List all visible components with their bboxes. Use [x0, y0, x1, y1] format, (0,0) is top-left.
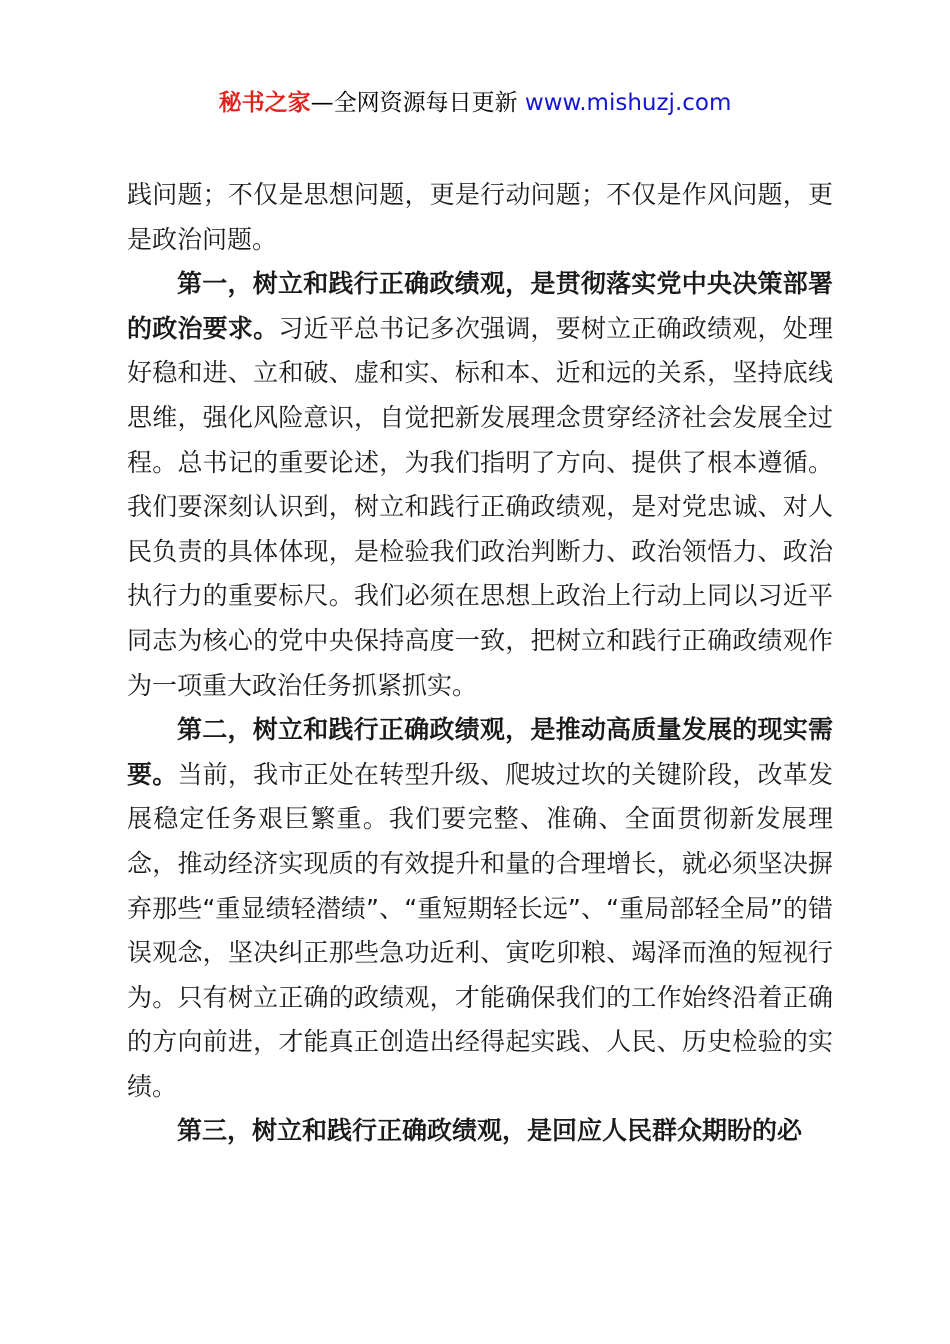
- paragraph-lead: 第一，树立和践行正确政绩观，是贯彻落实党中央决策部署的政治要求。: [127, 269, 833, 343]
- paragraph-third: [127, 1109, 833, 1154]
- paragraph-first: [127, 262, 833, 708]
- brand-name: 秘书之家: [218, 90, 311, 116]
- site-url: www.mishuzj.com: [524, 90, 732, 116]
- page-header: [0, 86, 950, 120]
- paragraph-lead: 第二，树立和践行正确政绩观，是推动高质量发展的现实需要。: [127, 715, 833, 789]
- paragraph-text: 习近平总书记多次强调，要树立正确政绩观，处理好稳和进、立和破、虚和实、标和本、近和远的关系，坚持底线思维，强化风险意识，自觉把新发展理念贯穿经济社会发展全过程。总书记的重要论述，为我们指明了方向、提供了根本遵循。我们要深刻认识到，树立和践行正确政绩观，是对党忠诚、对人民负责的具体体现，是检验我们政治判断力、政治领悟力、政治执行力的重要标尺。我们必须在思想上政治上行动上同以习近平同志为核心的党中央保持高度一致，把树立和践行正确政绩观作为一项重大政治任务抓紧抓实。: [127, 313, 833, 700]
- paragraph-second: [127, 708, 833, 1109]
- paragraph-lead: 第三，树立和践行正确政绩观，是回应人民群众期盼的必: [177, 1116, 803, 1146]
- document-body: [127, 173, 833, 1154]
- header-tagline: —全网资源每日更新: [310, 90, 525, 116]
- paragraph-text: 践问题；不仅是思想问题，更是行动问题；不仅是作风问题，更是政治问题。: [127, 180, 833, 254]
- paragraph-continuation: [127, 173, 833, 262]
- paragraph-text: 当前，我市正处在转型升级、爬坡过坎的关键阶段，改革发展稳定任务艰巨繁重。我们要完整、准确、全面贯彻新发展理念，推动经济实现质的有效提升和量的合理增长，就必须坚决摒弃那些“重显绩轻潜绩”、“重短期轻长远”、“重局部轻全局”的错误观念，坚决纠正那些急功近利、寅吃卯粮、竭泽而渔的短视行为。只有树立正确的政绩观，才能确保我们的工作始终沿着正确的方向前进，才能真正创造出经得起实践、人民、历史检验的实绩。: [127, 759, 833, 1101]
